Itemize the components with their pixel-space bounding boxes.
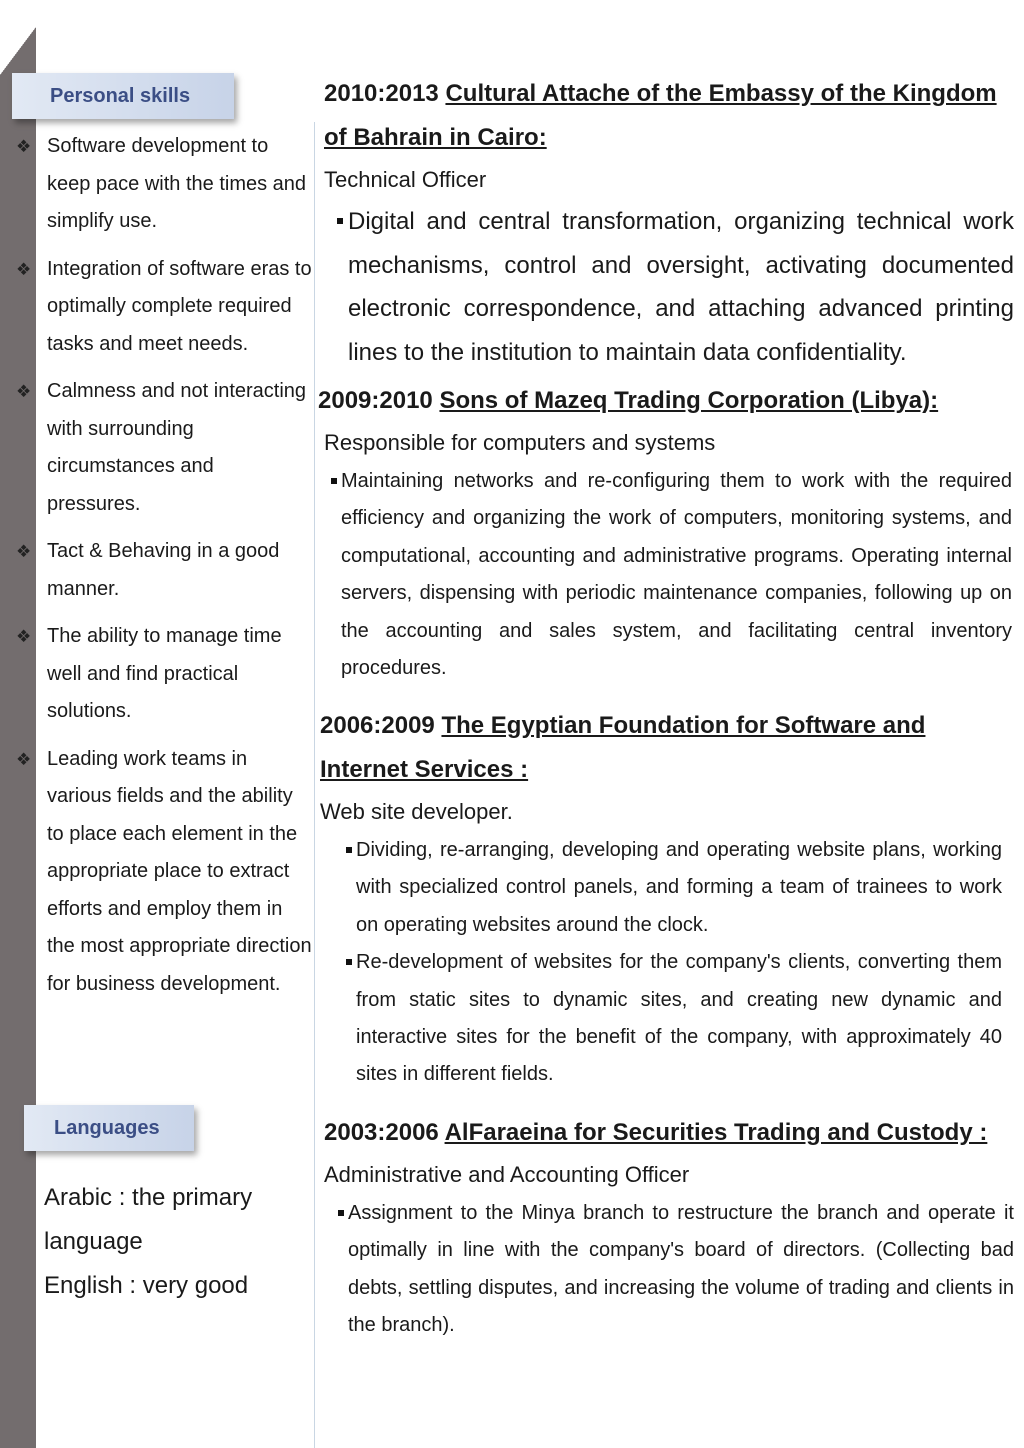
diamond-bullet-icon: ❖ (16, 542, 32, 561)
skill-text: Tact & Behaving in a good manner. (47, 540, 280, 600)
job-point (348, 200, 1014, 374)
skill-item (16, 618, 312, 731)
job-role: Web site developer. (320, 799, 513, 824)
skill-text: Integration of software eras to optimally complete required tasks and meet needs. (47, 257, 312, 355)
job-company: Cultural Attache of the Embassy of the Kingdom of Bahrain in Cairo: (324, 80, 997, 151)
job-point (341, 463, 1012, 687)
job-role: Administrative and Accounting Officer (324, 1162, 690, 1187)
diamond-bullet-icon: ❖ (16, 627, 32, 646)
job-point-text: Re-development of websites for the company's clients, converting them from static sites to dynamic sites, and creating new dynamic and interactive sites for the benefit of the company, with approximately 40 sites in different fields. (356, 951, 1002, 1086)
job-point (356, 832, 1002, 944)
diamond-bullet-icon: ❖ (16, 137, 32, 156)
skill-item (16, 251, 312, 364)
job-entry (324, 72, 1014, 374)
skill-item (16, 373, 312, 523)
top-corner-decoration (0, 27, 36, 75)
language-line: Arabic : the primary (44, 1184, 253, 1211)
job-points (324, 200, 1014, 374)
diamond-bullet-icon: ❖ (16, 749, 32, 769)
job-entry (320, 704, 1002, 1094)
job-years: 2010:2013 (324, 80, 439, 107)
job-points (318, 463, 1012, 687)
job-point-text: Dividing, re-arranging, developing and operating website plans, working with specialized control panels, and forming a team of trainees to work on operating websites around the clock. (356, 839, 1002, 936)
languages-list (44, 1176, 314, 1308)
job-company: AlFaraeina for Securities Trading and Custody : (444, 1119, 988, 1146)
job-point-text: Assignment to the Minya branch to restructure the branch and operate it optimally in line with the company's board of directors. (Collecting bad debts, settling disputes, and increasing the volume of trading and clients in the branch). (348, 1202, 1014, 1337)
job-role: Responsible for computers and systems (324, 430, 716, 455)
square-bullet-icon (346, 959, 352, 965)
square-bullet-icon (331, 478, 337, 484)
skill-text: Software development to keep pace with the times and simplify use. (47, 135, 307, 232)
job-heading (324, 72, 1014, 160)
square-bullet-icon (338, 1210, 344, 1216)
job-point (356, 944, 1002, 1094)
column-divider (314, 122, 315, 1448)
job-entry (324, 1111, 1014, 1345)
job-heading (318, 379, 1012, 423)
job-heading (324, 1111, 1014, 1155)
skill-text: Calmness and not interacting with surrounding circumstances and pressures. (47, 380, 307, 515)
job-entry (318, 379, 1012, 687)
square-bullet-icon (346, 847, 352, 853)
diamond-bullet-icon: ❖ (16, 382, 32, 401)
skill-item (16, 741, 312, 1004)
personal-skills-header: Personal skills (12, 73, 234, 119)
job-points (324, 1195, 1014, 1345)
square-bullet-icon (337, 218, 343, 224)
job-company: Sons of Mazeq Trading Corporation (Libya): (439, 387, 939, 414)
job-point-text: Digital and central transformation, organizing technical work mechanisms, control and oversight, activating documented electronic correspondence, and attaching advanced printing lines to the institution to maintain data confidentiality. (348, 208, 1014, 366)
job-years: 2009:2010 (318, 387, 433, 414)
job-years: 2003:2006 (324, 1119, 439, 1146)
skill-item (16, 128, 312, 241)
languages-header: Languages (24, 1105, 194, 1151)
language-line: language (44, 1228, 143, 1255)
skill-text: The ability to manage time well and find practical solutions. (47, 625, 282, 722)
skill-item (16, 533, 312, 608)
job-heading (320, 704, 1002, 792)
skill-text: Leading work teams in various fields and the ability to place each element in the appropriate place to extract efforts and employ them in the most appropriate direction for business development. (47, 747, 312, 995)
job-years: 2006:2009 (320, 712, 435, 739)
job-role: Technical Officer (324, 167, 487, 192)
job-point-text: Maintaining networks and re-configuring them to work with the required efficiency and organizing the work of computers, monitoring systems, and computational, accounting and administrative programs. Operating internal servers, dispensing with periodic maintenance companies, following up on the accounting and sales system, and facilitating central inventory procedures. (341, 470, 1012, 680)
job-points (320, 832, 1002, 1094)
diamond-bullet-icon: ❖ (16, 259, 32, 279)
language-line: English : very good (44, 1272, 249, 1299)
skills-list (16, 128, 312, 1013)
job-company: The Egyptian Foundation for Software and Internet Services : (320, 712, 926, 783)
job-point (348, 1195, 1014, 1345)
